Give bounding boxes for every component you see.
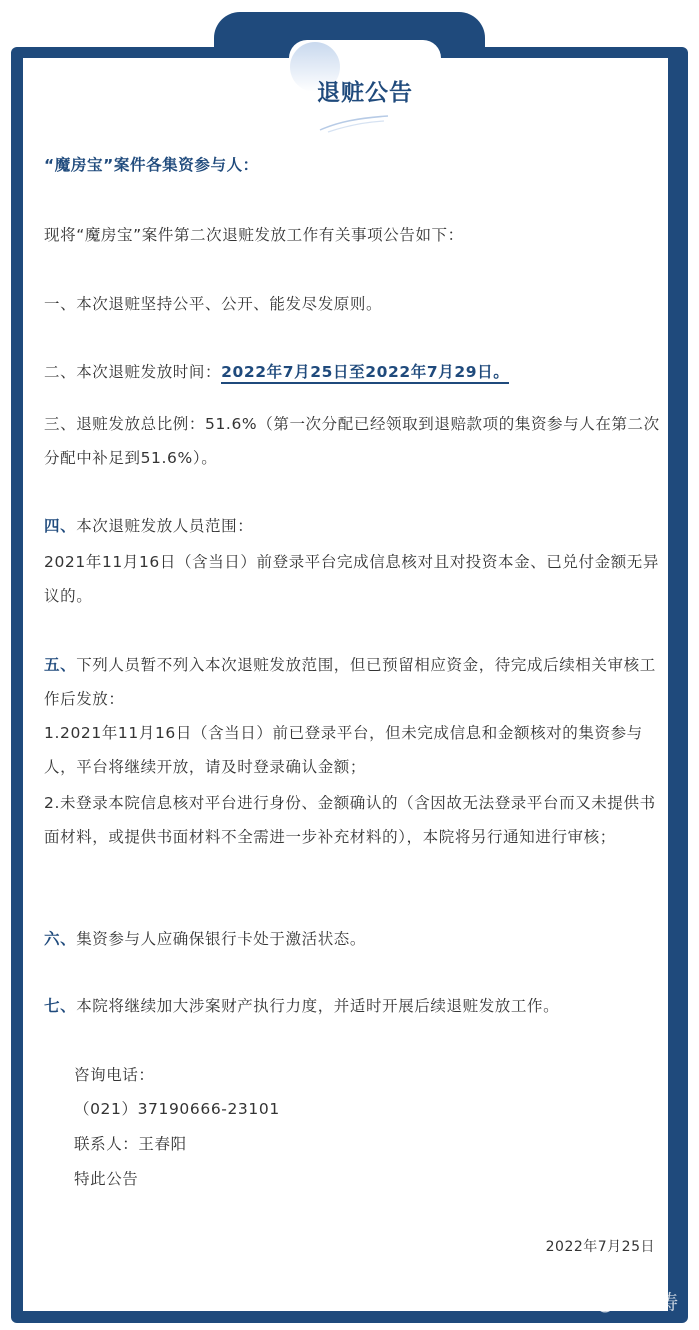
item-6-text: 集资参与人应确保银行卡处于激活状态。 (76, 930, 367, 948)
contact-phone-label: 咨询电话： (74, 1066, 155, 1084)
contact-person: 联系人：王春阳 (74, 1135, 187, 1153)
item-5-sub-2: 2.未登录本院信息核对平台进行身份、金额确认的（含因故无法登录平台而又未提供书面材料，或提供书面材料不全需进一步补充材料的），本院将另行通知进行审核； (44, 794, 656, 846)
item-2-label: 二、本次退赃发放时间： (44, 363, 222, 381)
item-1: 一、本次退赃坚持公平、公开、能发尽发原则。 (44, 295, 383, 313)
item-4-heading: 本次退赃发放人员范围： (76, 517, 254, 535)
page-title: 退赃公告 (317, 80, 413, 106)
item-6-number: 六、 (44, 930, 77, 948)
item-7-text: 本院将继续加大涉案财产执行力度，并适时开展后续退赃发放工作。 (76, 997, 560, 1015)
notice-date: 2022年7月25日 (545, 1239, 655, 1255)
item-6 (44, 922, 660, 956)
item-4-number: 四、 (44, 517, 77, 535)
closing-text: 特此公告 (74, 1170, 139, 1188)
addressee: “魔房宝”案件各集资参与人： (44, 156, 259, 174)
distribution-date-range: 2022年7月25日至2022年7月29日。 (221, 363, 509, 384)
item-7-number: 七、 (44, 997, 77, 1015)
item-3: 三、退赃发放总比例：51.6%（第一次分配已经领取到退赔款项的集资参与人在第二次分配中补足到51.6%）。 (44, 415, 660, 467)
item-7 (44, 989, 660, 1023)
item-4-body: 2021年11月16日（含当日）前登录平台完成信息核对且对投资本金、已兑付金额无异议的。 (44, 553, 659, 605)
item-5-sub-1: 1.2021年11月16日（含当日）前已登录平台，但未完成信息和金额核对的集资参与人，平台将继续开放，请及时登录确认金额； (44, 724, 643, 776)
contact-phone: （021）37190666-23101 (74, 1100, 280, 1118)
item-5-number: 五、 (44, 656, 77, 674)
intro-paragraph: 现将“魔房宝”案件第二次退赃发放工作有关事项公告如下： (44, 226, 464, 244)
item-2 (44, 355, 660, 389)
item-5 (44, 648, 660, 716)
title-underline-wave (318, 112, 390, 134)
watermark: 知乎 @金融涛 (545, 1290, 679, 1314)
item-5-heading: 下列人员暂不列入本次退赃发放范围，但已预留相应资金，待完成后续相关审核工作后发放： (44, 656, 656, 708)
item-4 (44, 509, 660, 543)
